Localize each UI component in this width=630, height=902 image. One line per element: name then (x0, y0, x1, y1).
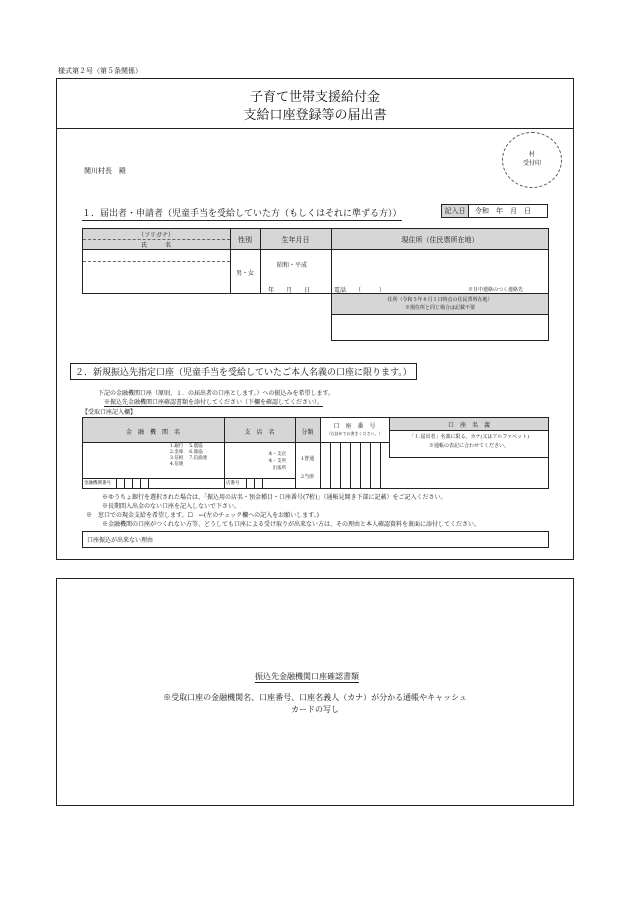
addressee: 関川村長 殿 (84, 167, 126, 175)
furigana-input[interactable] (84, 251, 228, 260)
gender-value[interactable]: 男・女 (235, 270, 254, 277)
note-dormant: ※長期間入出金のない口座を記入しないで下さい。 (102, 503, 241, 510)
type-current[interactable]: 2当座 (300, 474, 315, 480)
bank-code-label: 金融機関番号 (84, 481, 111, 486)
name-input[interactable] (84, 263, 228, 292)
account-entry-label: 【受取口座記入欄】 (82, 409, 137, 416)
type-ordinary[interactable]: 1普通 (300, 456, 315, 462)
col-furigana: （フリガナ） (138, 232, 174, 239)
attachment-desc-line2: カードの写し (291, 705, 339, 714)
attachment-title: 振込先金融機関口座確認書類 (255, 672, 359, 681)
previous-address-note: ※現住所と同じ場合は記載不要 (404, 305, 475, 311)
col-account-holder: 口 座 名 義 (447, 422, 490, 429)
account-holder-input[interactable] (391, 459, 547, 487)
col-bank-name: 金 融 機 関 名 (125, 429, 180, 436)
branch-type-list[interactable]: 本・支店 本・支所 出張所 (268, 452, 286, 471)
col-birth: 生年月日 (281, 236, 310, 244)
col-branch-name: 支 店 名 (244, 429, 275, 436)
filing-date-label: 記入日 (441, 204, 469, 218)
section1-heading: １．届出者・申請者（児童手当を受給していた方（もしくはそれに準ずる方）） (82, 206, 402, 221)
note-cash-request[interactable]: ※ 窓口での現金支給を希望します。☐ ←(左のチェック欄への記入をお願いします。) (86, 512, 319, 519)
title-divider (56, 128, 574, 129)
form-title-line2: 支給口座登録等の届出書 (243, 108, 387, 123)
phone-note: ※日中連絡のつく連絡先 (468, 287, 524, 293)
section2-heading: ２．新規振込先指定口座（児童手当を受給していたご本人名義の口座に限ります。） (70, 363, 417, 380)
col-gender: 性別 (238, 236, 252, 244)
bank-type-list[interactable]: 1.銀行 5.農協 2.金庫 6.漁協 3.信組 7.信漁連 4.信連 (170, 444, 208, 467)
reception-stamp-area (502, 132, 562, 188)
holder-note2: ※通帳の表記に合わせてください。 (428, 443, 509, 449)
stamp-label-village: 村 (528, 151, 535, 158)
col-name: 氏 名 (140, 242, 171, 249)
bank-name-input[interactable] (84, 444, 168, 476)
previous-address-input[interactable] (333, 316, 547, 339)
form-title-line1: 子育て世帯支援給付金 (249, 90, 380, 105)
form-number: 様式第２号（第５条関係） (58, 67, 142, 75)
no-transfer-reason-label: 口座振込が出来ない理由 (87, 537, 154, 544)
note-yucho: ※ゆうちょ銀行を選択された場合は、「振込用の店名・預金種目・口座番号(7桁)」（通帳見開き下部に記載）をご記入ください。 (102, 494, 447, 501)
birth-ymd[interactable]: 年 月 日 (268, 287, 311, 294)
section2-intro1: 下記の金融機関口座（原則、１．の届出者の口座とします。）への振込みを希望します。 (98, 390, 335, 397)
col-account-type: 分類 (301, 429, 314, 436)
branch-code-label: 店番号 (226, 481, 240, 486)
holder-note1: 「１.届出者」名義に限る。カナ(又はアルファベット) (408, 434, 530, 440)
col-account-number: 口 座 番 号 (333, 423, 376, 430)
section2-intro2: ※振込先金融機関口座確認書類を添付してください（下欄を確認してください）。 (104, 399, 324, 406)
col-address: 現住所（住民票所在地） (401, 236, 479, 244)
branch-name-input[interactable] (226, 444, 266, 476)
stamp-label-reception: 受付印 (522, 160, 541, 167)
note-no-account: ※金融機関の口座がつくれない方等、どうしても口座による受け取りが出来ない方は、その理由と本人確認資料を裏面に添付してください。 (102, 521, 481, 528)
phone-label[interactable]: 電話 （ ） (334, 287, 386, 294)
birth-era[interactable]: 昭和・平成 (277, 262, 308, 269)
no-transfer-reason-field[interactable] (82, 531, 549, 548)
col-account-number-note: （右詰めでお書きください。） (326, 431, 383, 436)
attachment-desc-line1: ※受取口座の金融機関名、口座番号、口座名義人（カナ）が分かる通帳やキャッシュ (163, 693, 467, 702)
current-address-input[interactable] (333, 251, 547, 281)
filing-date-field[interactable]: 令和 年 月 日 (468, 204, 548, 218)
previous-address-label: 住所（令和５年８月１日時点の住民票所在地） (387, 297, 493, 303)
